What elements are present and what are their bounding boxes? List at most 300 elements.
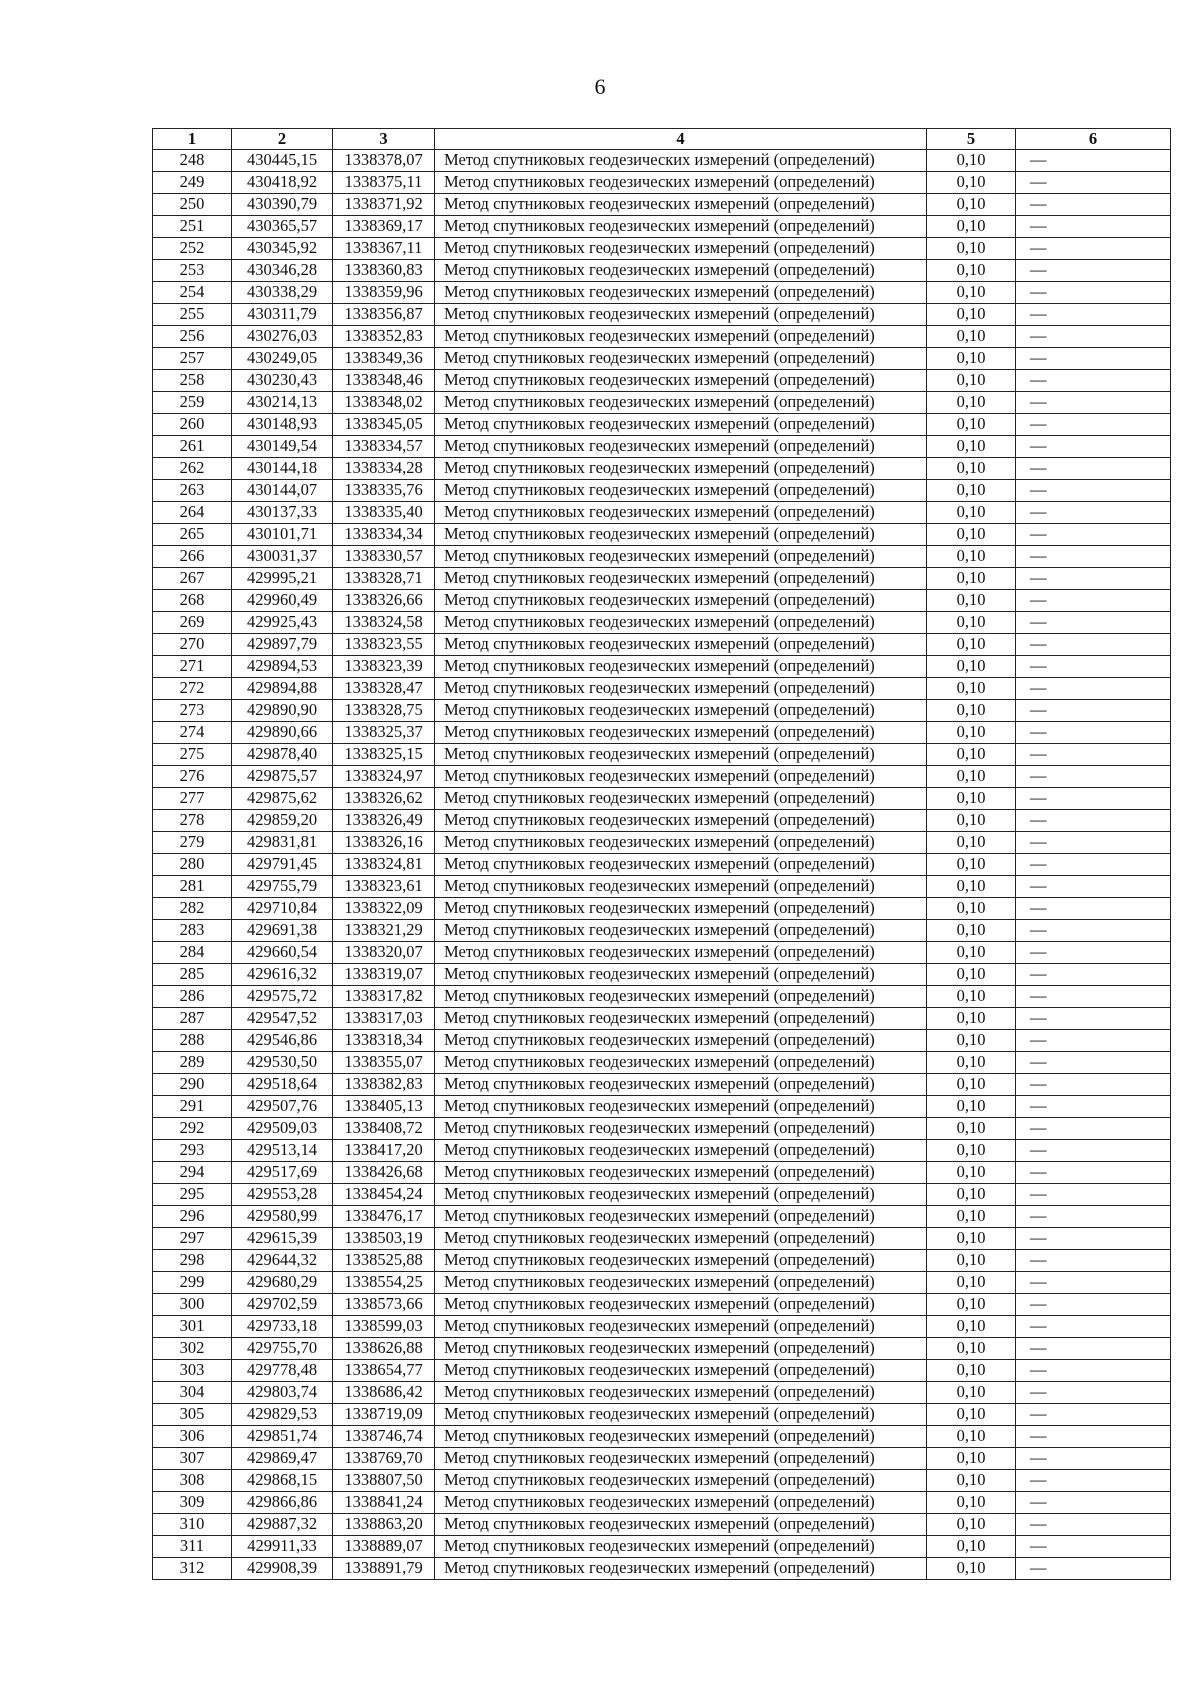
y-coordinate-cell: 1338889,07 bbox=[333, 1536, 435, 1558]
accuracy-cell: 0,10 bbox=[927, 810, 1016, 832]
accuracy-cell: 0,10 bbox=[927, 348, 1016, 370]
y-coordinate-cell: 1338326,62 bbox=[333, 788, 435, 810]
method-cell: Метод спутниковых геодезических измерений (определений) bbox=[435, 1470, 927, 1492]
description-cell: — bbox=[1016, 1250, 1171, 1272]
description-cell: — bbox=[1016, 480, 1171, 502]
method-cell: Метод спутниковых геодезических измерений (определений) bbox=[435, 370, 927, 392]
table-row bbox=[153, 304, 1171, 326]
table-row bbox=[153, 1294, 1171, 1316]
x-coordinate-cell: 429897,79 bbox=[232, 634, 333, 656]
y-coordinate-cell: 1338324,58 bbox=[333, 612, 435, 634]
method-cell: Метод спутниковых геодезических измерений (определений) bbox=[435, 612, 927, 634]
method-cell: Метод спутниковых геодезических измерений (определений) bbox=[435, 194, 927, 216]
point-number-cell: 295 bbox=[153, 1184, 232, 1206]
table-row bbox=[153, 458, 1171, 480]
accuracy-cell: 0,10 bbox=[927, 1228, 1016, 1250]
point-number-cell: 271 bbox=[153, 656, 232, 678]
table-row bbox=[153, 788, 1171, 810]
table-row bbox=[153, 678, 1171, 700]
y-coordinate-cell: 1338807,50 bbox=[333, 1470, 435, 1492]
table-row bbox=[153, 612, 1171, 634]
point-number-cell: 285 bbox=[153, 964, 232, 986]
description-cell: — bbox=[1016, 832, 1171, 854]
description-cell: — bbox=[1016, 656, 1171, 678]
column-header-point-number: 1 bbox=[153, 129, 232, 150]
method-cell: Метод спутниковых геодезических измерений (определений) bbox=[435, 1448, 927, 1470]
point-number-cell: 276 bbox=[153, 766, 232, 788]
y-coordinate-cell: 1338348,02 bbox=[333, 392, 435, 414]
accuracy-cell: 0,10 bbox=[927, 766, 1016, 788]
y-coordinate-cell: 1338325,37 bbox=[333, 722, 435, 744]
accuracy-cell: 0,10 bbox=[927, 744, 1016, 766]
point-number-cell: 312 bbox=[153, 1558, 232, 1580]
table-row bbox=[153, 832, 1171, 854]
table-row bbox=[153, 854, 1171, 876]
description-cell: — bbox=[1016, 1184, 1171, 1206]
x-coordinate-cell: 429517,69 bbox=[232, 1162, 333, 1184]
x-coordinate-cell: 429680,29 bbox=[232, 1272, 333, 1294]
point-number-cell: 293 bbox=[153, 1140, 232, 1162]
method-cell: Метод спутниковых геодезических измерений (определений) bbox=[435, 590, 927, 612]
x-coordinate-cell: 429911,33 bbox=[232, 1536, 333, 1558]
method-cell: Метод спутниковых геодезических измерений (определений) bbox=[435, 1206, 927, 1228]
x-coordinate-cell: 429615,39 bbox=[232, 1228, 333, 1250]
x-coordinate-cell: 429995,21 bbox=[232, 568, 333, 590]
description-cell: — bbox=[1016, 1558, 1171, 1580]
point-number-cell: 267 bbox=[153, 568, 232, 590]
description-cell: — bbox=[1016, 524, 1171, 546]
table-row bbox=[153, 1228, 1171, 1250]
x-coordinate-cell: 429507,76 bbox=[232, 1096, 333, 1118]
x-coordinate-cell: 429878,40 bbox=[232, 744, 333, 766]
table-row bbox=[153, 1096, 1171, 1118]
table-row bbox=[153, 370, 1171, 392]
y-coordinate-cell: 1338323,39 bbox=[333, 656, 435, 678]
description-cell: — bbox=[1016, 1074, 1171, 1096]
accuracy-cell: 0,10 bbox=[927, 436, 1016, 458]
accuracy-cell: 0,10 bbox=[927, 260, 1016, 282]
point-number-cell: 281 bbox=[153, 876, 232, 898]
point-number-cell: 268 bbox=[153, 590, 232, 612]
y-coordinate-cell: 1338408,72 bbox=[333, 1118, 435, 1140]
method-cell: Метод спутниковых геодезических измерений (определений) bbox=[435, 634, 927, 656]
x-coordinate-cell: 430214,13 bbox=[232, 392, 333, 414]
description-cell: — bbox=[1016, 348, 1171, 370]
description-cell: — bbox=[1016, 1536, 1171, 1558]
method-cell: Метод спутниковых геодезических измерений (определений) bbox=[435, 1008, 927, 1030]
method-cell: Метод спутниковых геодезических измерений (определений) bbox=[435, 502, 927, 524]
table-row bbox=[153, 1118, 1171, 1140]
description-cell: — bbox=[1016, 216, 1171, 238]
accuracy-cell: 0,10 bbox=[927, 876, 1016, 898]
table-row bbox=[153, 1030, 1171, 1052]
x-coordinate-cell: 430149,54 bbox=[232, 436, 333, 458]
point-number-cell: 252 bbox=[153, 238, 232, 260]
description-cell: — bbox=[1016, 282, 1171, 304]
x-coordinate-cell: 429875,62 bbox=[232, 788, 333, 810]
method-cell: Метод спутниковых геодезических измерений (определений) bbox=[435, 1030, 927, 1052]
table-row bbox=[153, 1426, 1171, 1448]
accuracy-cell: 0,10 bbox=[927, 1426, 1016, 1448]
point-number-cell: 258 bbox=[153, 370, 232, 392]
accuracy-cell: 0,10 bbox=[927, 788, 1016, 810]
accuracy-cell: 0,10 bbox=[927, 700, 1016, 722]
x-coordinate-cell: 430418,92 bbox=[232, 172, 333, 194]
description-cell: — bbox=[1016, 1008, 1171, 1030]
description-cell: — bbox=[1016, 1272, 1171, 1294]
y-coordinate-cell: 1338554,25 bbox=[333, 1272, 435, 1294]
point-number-cell: 287 bbox=[153, 1008, 232, 1030]
x-coordinate-cell: 429869,47 bbox=[232, 1448, 333, 1470]
x-coordinate-cell: 429887,32 bbox=[232, 1514, 333, 1536]
point-number-cell: 291 bbox=[153, 1096, 232, 1118]
table-row bbox=[153, 1338, 1171, 1360]
accuracy-cell: 0,10 bbox=[927, 1470, 1016, 1492]
table-row bbox=[153, 414, 1171, 436]
table-row bbox=[153, 722, 1171, 744]
point-number-cell: 284 bbox=[153, 942, 232, 964]
accuracy-cell: 0,10 bbox=[927, 1338, 1016, 1360]
point-number-cell: 296 bbox=[153, 1206, 232, 1228]
y-coordinate-cell: 1338573,66 bbox=[333, 1294, 435, 1316]
x-coordinate-cell: 429875,57 bbox=[232, 766, 333, 788]
x-coordinate-cell: 430031,37 bbox=[232, 546, 333, 568]
point-number-cell: 273 bbox=[153, 700, 232, 722]
y-coordinate-cell: 1338369,17 bbox=[333, 216, 435, 238]
accuracy-cell: 0,10 bbox=[927, 502, 1016, 524]
point-number-cell: 283 bbox=[153, 920, 232, 942]
method-cell: Метод спутниковых геодезических измерений (определений) bbox=[435, 1228, 927, 1250]
y-coordinate-cell: 1338626,88 bbox=[333, 1338, 435, 1360]
x-coordinate-cell: 429616,32 bbox=[232, 964, 333, 986]
method-cell: Метод спутниковых геодезических измерений (определений) bbox=[435, 238, 927, 260]
table-row bbox=[153, 326, 1171, 348]
description-cell: — bbox=[1016, 1096, 1171, 1118]
description-cell: — bbox=[1016, 964, 1171, 986]
accuracy-cell: 0,10 bbox=[927, 1272, 1016, 1294]
x-coordinate-cell: 429803,74 bbox=[232, 1382, 333, 1404]
accuracy-cell: 0,10 bbox=[927, 1360, 1016, 1382]
description-cell: — bbox=[1016, 1316, 1171, 1338]
y-coordinate-cell: 1338417,20 bbox=[333, 1140, 435, 1162]
method-cell: Метод спутниковых геодезических измерений (определений) bbox=[435, 1536, 927, 1558]
point-number-cell: 264 bbox=[153, 502, 232, 524]
accuracy-cell: 0,10 bbox=[927, 458, 1016, 480]
y-coordinate-cell: 1338317,03 bbox=[333, 1008, 435, 1030]
y-coordinate-cell: 1338334,34 bbox=[333, 524, 435, 546]
y-coordinate-cell: 1338322,09 bbox=[333, 898, 435, 920]
point-number-cell: 309 bbox=[153, 1492, 232, 1514]
point-number-cell: 254 bbox=[153, 282, 232, 304]
point-number-cell: 290 bbox=[153, 1074, 232, 1096]
y-coordinate-cell: 1338405,13 bbox=[333, 1096, 435, 1118]
accuracy-cell: 0,10 bbox=[927, 216, 1016, 238]
x-coordinate-cell: 429755,79 bbox=[232, 876, 333, 898]
table-row bbox=[153, 1448, 1171, 1470]
table-row bbox=[153, 810, 1171, 832]
point-number-cell: 298 bbox=[153, 1250, 232, 1272]
point-number-cell: 261 bbox=[153, 436, 232, 458]
x-coordinate-cell: 429960,49 bbox=[232, 590, 333, 612]
y-coordinate-cell: 1338746,74 bbox=[333, 1426, 435, 1448]
table-row bbox=[153, 898, 1171, 920]
method-cell: Метод спутниковых геодезических измерений (определений) bbox=[435, 1250, 927, 1272]
column-header-y: 3 bbox=[333, 129, 435, 150]
x-coordinate-cell: 429868,15 bbox=[232, 1470, 333, 1492]
accuracy-cell: 0,10 bbox=[927, 1492, 1016, 1514]
accuracy-cell: 0,10 bbox=[927, 480, 1016, 502]
point-number-cell: 286 bbox=[153, 986, 232, 1008]
y-coordinate-cell: 1338371,92 bbox=[333, 194, 435, 216]
method-cell: Метод спутниковых геодезических измерений (определений) bbox=[435, 150, 927, 172]
accuracy-cell: 0,10 bbox=[927, 1558, 1016, 1580]
description-cell: — bbox=[1016, 1404, 1171, 1426]
x-coordinate-cell: 429702,59 bbox=[232, 1294, 333, 1316]
description-cell: — bbox=[1016, 1052, 1171, 1074]
accuracy-cell: 0,10 bbox=[927, 282, 1016, 304]
description-cell: — bbox=[1016, 546, 1171, 568]
y-coordinate-cell: 1338330,57 bbox=[333, 546, 435, 568]
accuracy-cell: 0,10 bbox=[927, 1096, 1016, 1118]
point-number-cell: 299 bbox=[153, 1272, 232, 1294]
method-cell: Метод спутниковых геодезических измерений (определений) bbox=[435, 788, 927, 810]
point-number-cell: 262 bbox=[153, 458, 232, 480]
point-number-cell: 280 bbox=[153, 854, 232, 876]
column-header-method: 4 bbox=[435, 129, 927, 150]
x-coordinate-cell: 430230,43 bbox=[232, 370, 333, 392]
description-cell: — bbox=[1016, 898, 1171, 920]
accuracy-cell: 0,10 bbox=[927, 1536, 1016, 1558]
accuracy-cell: 0,10 bbox=[927, 1184, 1016, 1206]
description-cell: — bbox=[1016, 260, 1171, 282]
method-cell: Метод спутниковых геодезических измерений (определений) bbox=[435, 480, 927, 502]
y-coordinate-cell: 1338863,20 bbox=[333, 1514, 435, 1536]
x-coordinate-cell: 429518,64 bbox=[232, 1074, 333, 1096]
accuracy-cell: 0,10 bbox=[927, 722, 1016, 744]
description-cell: — bbox=[1016, 458, 1171, 480]
description-cell: — bbox=[1016, 854, 1171, 876]
column-header-description: 6 bbox=[1016, 129, 1171, 150]
y-coordinate-cell: 1338841,24 bbox=[333, 1492, 435, 1514]
description-cell: — bbox=[1016, 612, 1171, 634]
accuracy-cell: 0,10 bbox=[927, 238, 1016, 260]
column-header-x: 2 bbox=[232, 129, 333, 150]
method-cell: Метод спутниковых геодезических измерений (определений) bbox=[435, 458, 927, 480]
description-cell: — bbox=[1016, 1382, 1171, 1404]
x-coordinate-cell: 429644,32 bbox=[232, 1250, 333, 1272]
accuracy-cell: 0,10 bbox=[927, 920, 1016, 942]
table-row bbox=[153, 920, 1171, 942]
accuracy-cell: 0,10 bbox=[927, 1316, 1016, 1338]
y-coordinate-cell: 1338324,81 bbox=[333, 854, 435, 876]
description-cell: — bbox=[1016, 326, 1171, 348]
point-number-cell: 253 bbox=[153, 260, 232, 282]
description-cell: — bbox=[1016, 414, 1171, 436]
point-number-cell: 282 bbox=[153, 898, 232, 920]
table-row bbox=[153, 700, 1171, 722]
table-row bbox=[153, 964, 1171, 986]
method-cell: Метод спутниковых геодезических измерений (определений) bbox=[435, 744, 927, 766]
x-coordinate-cell: 429513,14 bbox=[232, 1140, 333, 1162]
table-row bbox=[153, 1162, 1171, 1184]
table-row bbox=[153, 568, 1171, 590]
x-coordinate-cell: 430137,33 bbox=[232, 502, 333, 524]
y-coordinate-cell: 1338454,24 bbox=[333, 1184, 435, 1206]
y-coordinate-cell: 1338349,36 bbox=[333, 348, 435, 370]
y-coordinate-cell: 1338319,07 bbox=[333, 964, 435, 986]
method-cell: Метод спутниковых геодезических измерений (определений) bbox=[435, 1118, 927, 1140]
description-cell: — bbox=[1016, 392, 1171, 414]
point-number-cell: 255 bbox=[153, 304, 232, 326]
point-number-cell: 272 bbox=[153, 678, 232, 700]
x-coordinate-cell: 429894,53 bbox=[232, 656, 333, 678]
method-cell: Метод спутниковых геодезических измерений (определений) bbox=[435, 766, 927, 788]
y-coordinate-cell: 1338367,11 bbox=[333, 238, 435, 260]
accuracy-cell: 0,10 bbox=[927, 1074, 1016, 1096]
description-cell: — bbox=[1016, 876, 1171, 898]
point-number-cell: 301 bbox=[153, 1316, 232, 1338]
accuracy-cell: 0,10 bbox=[927, 832, 1016, 854]
description-cell: — bbox=[1016, 1448, 1171, 1470]
y-coordinate-cell: 1338355,07 bbox=[333, 1052, 435, 1074]
y-coordinate-cell: 1338345,05 bbox=[333, 414, 435, 436]
point-number-cell: 288 bbox=[153, 1030, 232, 1052]
point-number-cell: 303 bbox=[153, 1360, 232, 1382]
method-cell: Метод спутниковых геодезических измерений (определений) bbox=[435, 1492, 927, 1514]
x-coordinate-cell: 430276,03 bbox=[232, 326, 333, 348]
description-cell: — bbox=[1016, 1470, 1171, 1492]
table-row bbox=[153, 392, 1171, 414]
point-number-cell: 294 bbox=[153, 1162, 232, 1184]
point-number-cell: 278 bbox=[153, 810, 232, 832]
point-number-cell: 274 bbox=[153, 722, 232, 744]
method-cell: Метод спутниковых геодезических измерений (определений) bbox=[435, 1052, 927, 1074]
method-cell: Метод спутниковых геодезических измерений (определений) bbox=[435, 1294, 927, 1316]
accuracy-cell: 0,10 bbox=[927, 392, 1016, 414]
x-coordinate-cell: 429509,03 bbox=[232, 1118, 333, 1140]
point-number-cell: 279 bbox=[153, 832, 232, 854]
method-cell: Метод спутниковых геодезических измерений (определений) bbox=[435, 678, 927, 700]
description-cell: — bbox=[1016, 920, 1171, 942]
description-cell: — bbox=[1016, 1492, 1171, 1514]
point-number-cell: 311 bbox=[153, 1536, 232, 1558]
accuracy-cell: 0,10 bbox=[927, 986, 1016, 1008]
accuracy-cell: 0,10 bbox=[927, 172, 1016, 194]
method-cell: Метод спутниковых геодезических измерений (определений) bbox=[435, 920, 927, 942]
table-row bbox=[153, 546, 1171, 568]
point-number-cell: 250 bbox=[153, 194, 232, 216]
method-cell: Метод спутниковых геодезических измерений (определений) bbox=[435, 700, 927, 722]
table-row bbox=[153, 524, 1171, 546]
table-row bbox=[153, 1074, 1171, 1096]
description-cell: — bbox=[1016, 1514, 1171, 1536]
y-coordinate-cell: 1338328,75 bbox=[333, 700, 435, 722]
x-coordinate-cell: 430445,15 bbox=[232, 150, 333, 172]
description-cell: — bbox=[1016, 436, 1171, 458]
accuracy-cell: 0,10 bbox=[927, 590, 1016, 612]
accuracy-cell: 0,10 bbox=[927, 1382, 1016, 1404]
method-cell: Метод спутниковых геодезических измерений (определений) bbox=[435, 986, 927, 1008]
y-coordinate-cell: 1338359,96 bbox=[333, 282, 435, 304]
table-header-row bbox=[153, 129, 1171, 150]
description-cell: — bbox=[1016, 172, 1171, 194]
point-number-cell: 249 bbox=[153, 172, 232, 194]
x-coordinate-cell: 429859,20 bbox=[232, 810, 333, 832]
table-row bbox=[153, 1360, 1171, 1382]
table-row bbox=[153, 172, 1171, 194]
table-row bbox=[153, 436, 1171, 458]
table-row bbox=[153, 1206, 1171, 1228]
description-cell: — bbox=[1016, 766, 1171, 788]
coordinates-table bbox=[152, 128, 1171, 1580]
description-cell: — bbox=[1016, 1162, 1171, 1184]
y-coordinate-cell: 1338324,97 bbox=[333, 766, 435, 788]
description-cell: — bbox=[1016, 1228, 1171, 1250]
accuracy-cell: 0,10 bbox=[927, 1008, 1016, 1030]
table-row bbox=[153, 1272, 1171, 1294]
accuracy-cell: 0,10 bbox=[927, 1118, 1016, 1140]
table-row bbox=[153, 282, 1171, 304]
description-cell: — bbox=[1016, 1206, 1171, 1228]
description-cell: — bbox=[1016, 986, 1171, 1008]
accuracy-cell: 0,10 bbox=[927, 568, 1016, 590]
table-row bbox=[153, 260, 1171, 282]
accuracy-cell: 0,10 bbox=[927, 964, 1016, 986]
accuracy-cell: 0,10 bbox=[927, 678, 1016, 700]
y-coordinate-cell: 1338891,79 bbox=[333, 1558, 435, 1580]
method-cell: Метод спутниковых геодезических измерений (определений) bbox=[435, 1184, 927, 1206]
method-cell: Метод спутниковых геодезических измерений (определений) bbox=[435, 964, 927, 986]
point-number-cell: 263 bbox=[153, 480, 232, 502]
method-cell: Метод спутниковых геодезических измерений (определений) bbox=[435, 722, 927, 744]
method-cell: Метод спутниковых геодезических измерений (определений) bbox=[435, 876, 927, 898]
method-cell: Метод спутниковых геодезических измерений (определений) bbox=[435, 854, 927, 876]
accuracy-cell: 0,10 bbox=[927, 1030, 1016, 1052]
y-coordinate-cell: 1338325,15 bbox=[333, 744, 435, 766]
x-coordinate-cell: 429755,70 bbox=[232, 1338, 333, 1360]
description-cell: — bbox=[1016, 744, 1171, 766]
method-cell: Метод спутниковых геодезических измерений (определений) bbox=[435, 832, 927, 854]
x-coordinate-cell: 430249,05 bbox=[232, 348, 333, 370]
accuracy-cell: 0,10 bbox=[927, 1448, 1016, 1470]
table-row bbox=[153, 194, 1171, 216]
description-cell: — bbox=[1016, 502, 1171, 524]
description-cell: — bbox=[1016, 942, 1171, 964]
point-number-cell: 289 bbox=[153, 1052, 232, 1074]
y-coordinate-cell: 1338686,42 bbox=[333, 1382, 435, 1404]
y-coordinate-cell: 1338334,57 bbox=[333, 436, 435, 458]
accuracy-cell: 0,10 bbox=[927, 1052, 1016, 1074]
table-row bbox=[153, 1514, 1171, 1536]
accuracy-cell: 0,10 bbox=[927, 370, 1016, 392]
x-coordinate-cell: 429547,52 bbox=[232, 1008, 333, 1030]
y-coordinate-cell: 1338326,66 bbox=[333, 590, 435, 612]
table-body bbox=[153, 150, 1171, 1580]
x-coordinate-cell: 430148,93 bbox=[232, 414, 333, 436]
x-coordinate-cell: 429530,50 bbox=[232, 1052, 333, 1074]
accuracy-cell: 0,10 bbox=[927, 414, 1016, 436]
point-number-cell: 292 bbox=[153, 1118, 232, 1140]
method-cell: Метод спутниковых геодезических измерений (определений) bbox=[435, 260, 927, 282]
method-cell: Метод спутниковых геодезических измерений (определений) bbox=[435, 1514, 927, 1536]
y-coordinate-cell: 1338335,40 bbox=[333, 502, 435, 524]
description-cell: — bbox=[1016, 238, 1171, 260]
x-coordinate-cell: 430311,79 bbox=[232, 304, 333, 326]
table-row bbox=[153, 1316, 1171, 1338]
description-cell: — bbox=[1016, 810, 1171, 832]
point-number-cell: 269 bbox=[153, 612, 232, 634]
table-row bbox=[153, 634, 1171, 656]
